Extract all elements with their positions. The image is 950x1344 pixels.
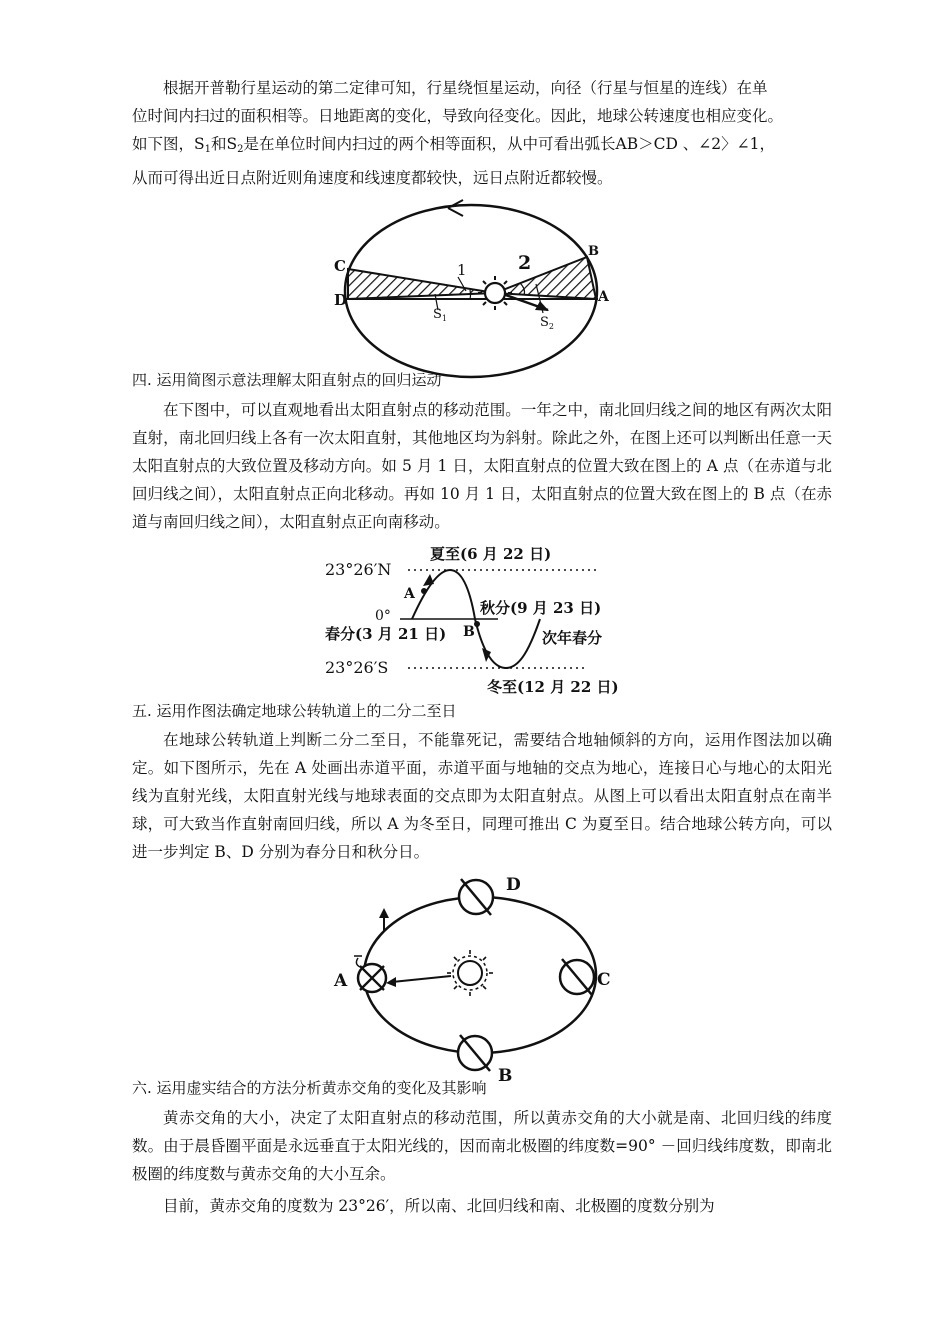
sunlight-arrowhead [386,977,396,987]
label-point-a: A [334,971,348,991]
label-south-tropic: 23°26′S [325,658,389,677]
sunlight-ray [392,976,451,982]
section-6-heading: 六. 运用虚实结合的方法分析黄赤交角的变化及其影响 [132,1079,487,1097]
label-point-b: B [498,1066,513,1086]
sun-icon [447,950,493,996]
label-s1: $S_1$ [433,307,447,323]
orbit-direction-arrow [448,200,463,216]
orbit-solstice-diagram [330,870,630,1086]
label-summer-solstice: 夏至(6 月 22 日) [430,545,552,563]
section-4-body: 在下图中，可以直观地看出太阳直射点的移动范围。一年之中，南北回归线之间的地区有两次太阳直射，南北回归线上各有一次太阳直射，其他地区均为斜射。除此之外，在图上还可以判断出任意一天太阳直射点的大致位置及移动方向。如 5 月 1 日，太阳直射点的位置大致在图上的 A 点（在赤道与北回归线之间），太阳直射点正向北移动。再如 10 月 1 日，太阳直射点的位置大致在图上的 B 点（在赤道与南回归线之间），太阳直射点正向南移动。 [132,401,832,531]
label-point-a: A [598,289,609,305]
section-5-heading: 五. 运用作图法确定地球公转轨道上的二分二至日 [132,702,457,720]
label-point-d: D [334,291,348,309]
orbit-area-diagram [330,195,620,365]
south-arrow [482,648,491,662]
point-a-marker [421,588,427,594]
kepler-line-2: 位时间内扫过的面积相等。日地距离的变化，导致向径变化。因此，地球公转速度也相应变化。 [132,107,784,125]
earth-b-icon [458,1035,492,1071]
label-point-c: C [334,257,346,275]
swept-area-s1 [348,269,495,299]
kepler-line-4: 从而可得出近日点附近则角速度和线速度都较快，远日点附近都较慢。 [132,169,613,187]
section-6-body-2: 目前，黄赤交角的度数为 23°26′，所以南、北回归线和南、北极圈的度数分别为 [163,1197,715,1215]
label-angle-1: 1 [457,261,467,279]
label-winter-solstice: 冬至(12 月 22 日) [487,678,619,696]
label-north-tropic: 23°26′N [325,560,392,579]
section-4-heading: 四. 运用简图示意法理解太阳直射点的回归运动 [132,371,442,389]
label-autumn-equinox: 秋分(9 月 23 日) [480,599,602,617]
label-point-b: B [588,244,599,259]
orbit-direction-arrow-head [379,908,389,918]
label-spring-equinox: 春分(3 月 21 日) [325,625,447,643]
subsolar-migration-diagram [320,540,640,700]
earth-c-icon [560,959,594,995]
kepler-paragraph [132,74,832,192]
point-b-marker [474,621,480,627]
earth-a-icon [354,956,386,992]
label-equator: 0° [375,608,391,624]
earth-d-icon [459,879,493,915]
angle-1-arc [470,290,471,299]
label-point-a: A [404,586,415,602]
label-point-c: C [597,970,611,990]
label-s2: $S_2$ [540,315,554,331]
label-point-b: B [463,624,475,640]
label-next-spring: 次年春分 [542,629,603,647]
label-angle-2: 2 [518,252,532,274]
kepler-line-1: 根据开普勒行星运动的第二定律可知，行星绕恒星运动，向径（行星与恒星的连线）在单 [163,79,768,97]
kepler-line-3: 如下图，$S_1$和$S_2$是在单位时间内扫过的两个相等面积，从中可看出弧长AB＞CD 、∠2〉∠1， [132,135,775,155]
north-arrow [423,574,434,586]
label-point-d: D [506,875,521,895]
section-5-body: 在地球公转轨道上判断二分二至日，不能靠死记，需要结合地轴倾斜的方向，运用作图法加以确定。如下图所示，先在 A 处画出赤道平面，赤道平面与地轴的交点为地心，连接日心与地心的太阳光线为直射光线，太阳直射光线与地球表面的交点即为太阳直射点。从图上可以看出太阳直射点在南半球，可大致当作直射南回归线，所以 A 为冬至日，同理可推出 C 为夏至日。结合地球公转方向，可以进一步判定 B、D 分别为春分日和秋分日。 [132,731,832,861]
section-6-body-1: 黄赤交角的大小，决定了太阳直射点的移动范围，所以黄赤交角的大小就是南、北回归线的纬度数。由于晨昏圈平面是永远垂直于太阳光线的，因而南北极圈的纬度数=90° －回归线纬度数，即南北极圈的纬度数与黄赤交角的大小互余。 [132,1109,832,1183]
